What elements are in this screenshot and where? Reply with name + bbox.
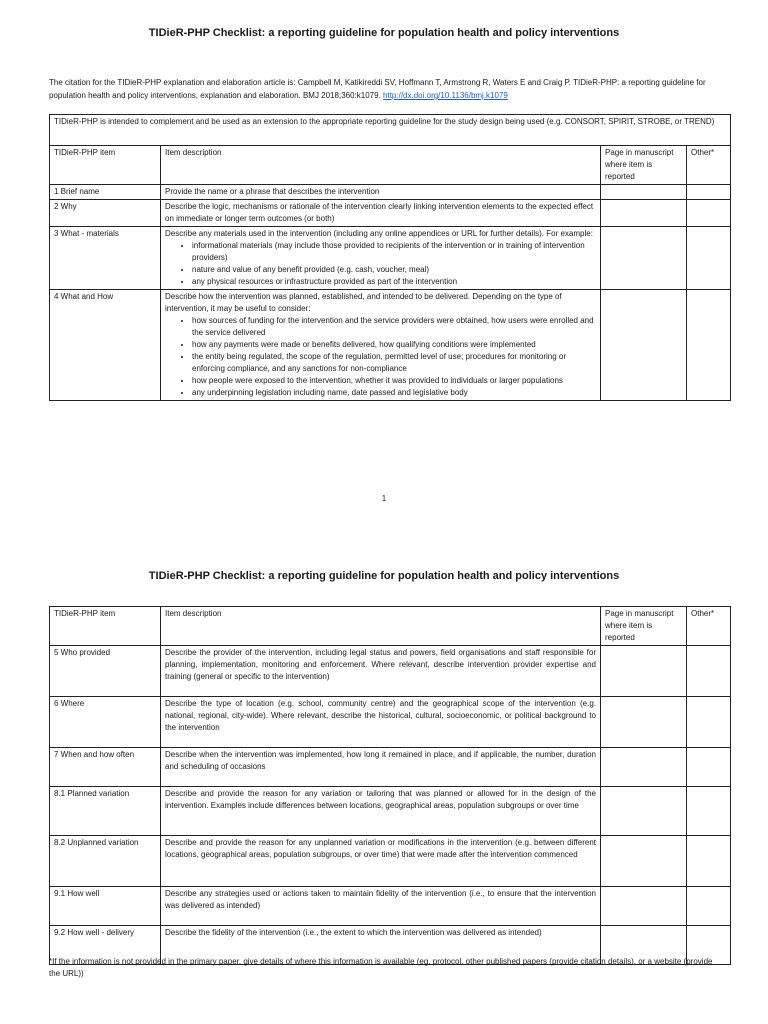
other-cell[interactable]: [687, 646, 731, 697]
description-text: Describe any materials used in the intervention (including any online appendices or URL for further details). For example:: [165, 229, 593, 238]
table-row: [50, 748, 731, 787]
page-reported-cell[interactable]: [601, 697, 687, 748]
header-page: Page in manuscript where item is reported: [601, 146, 687, 185]
other-cell[interactable]: [687, 185, 731, 200]
page-reported-cell[interactable]: [601, 290, 687, 401]
other-cell[interactable]: [687, 697, 731, 748]
doi-link[interactable]: http://dx.doi.org/10.1136/bmj.k1079: [383, 91, 508, 100]
description-text: Describe the type of location (e.g. school, community centre) and the geographical scope of the intervention (e.g. national, regional, city-wide). Where relevant, describe the historical, cultural, socioeconomic, or political background to the intervention: [165, 699, 596, 732]
other-cell[interactable]: [687, 787, 731, 836]
header-item: TIDieR-PHP item: [50, 607, 161, 646]
page-reported-cell[interactable]: [601, 185, 687, 200]
description-text: Describe when the intervention was implemented, how long it remained in place, and if applicable, the number, duration and scheduling of occasions: [165, 750, 596, 771]
bullet-list: [165, 240, 596, 288]
description-text: Describe the fidelity of the intervention (i.e., the extent to which the intervention was delivered as intended): [165, 928, 542, 937]
description-cell: [161, 697, 601, 748]
header-description: Item description: [161, 607, 601, 646]
item-cell: 1 Brief name: [50, 185, 161, 200]
other-cell[interactable]: [687, 748, 731, 787]
description-cell: [161, 290, 601, 401]
item-cell: 8.1 Planned variation: [50, 787, 161, 836]
table-row: [50, 185, 731, 200]
item-cell: 4 What and How: [50, 290, 161, 401]
bullet-item: • nature and value of any benefit provided (e.g. cash, voucher, meal): [192, 264, 596, 276]
description-cell: [161, 787, 601, 836]
table-row: [50, 787, 731, 836]
table-row: [50, 227, 731, 290]
page-reported-cell[interactable]: [601, 227, 687, 290]
item-cell: 6 Where: [50, 697, 161, 748]
bullet-item: • informational materials (may include those provided to recipients of the intervention or in training of intervention providers): [192, 240, 596, 264]
bullet-item: • how any payments were made or benefits delivered, how qualifying conditions were implemented: [192, 339, 596, 351]
header-description: Item description: [161, 146, 601, 185]
page-reported-cell[interactable]: [601, 748, 687, 787]
bullet-item: • any physical resources or infrastructure provided as part of the intervention: [192, 276, 596, 288]
bullet-item: • the entity being regulated, the scope of the regulation, permitted level of use; procedures for monitoring or enforcing compliance, and any sanctions for non-compliance: [192, 351, 596, 375]
table-row: [50, 290, 731, 401]
header-row: [50, 146, 731, 185]
description-cell: [161, 185, 601, 200]
item-cell: 8.2 Unplanned variation: [50, 836, 161, 887]
table-row: [50, 697, 731, 748]
description-text: Describe the logic, mechanisms or rationale of the intervention clearly linking intervention elements to the expected effect on immediate or longer term outcomes (or both): [165, 202, 594, 223]
table-row: [50, 200, 731, 227]
description-text: Describe any strategies used or actions taken to maintain fidelity of the intervention (i.e., to ensure that the intervention was delivered as intended): [165, 889, 596, 910]
page-reported-cell[interactable]: [601, 200, 687, 227]
bullet-item: • how sources of funding for the intervention and the service providers were obtained, how users were enrolled and the service delivered: [192, 315, 596, 339]
page-number: 1: [381, 494, 387, 503]
header-other: Other*: [687, 607, 731, 646]
header-row: [50, 607, 731, 646]
table-row: [50, 646, 731, 697]
description-cell: [161, 200, 601, 227]
item-cell: 9.2 How well - delivery: [50, 926, 161, 965]
page-title-2: TIDieR-PHP Checklist: a reporting guideline for population health and policy interventions: [148, 570, 620, 582]
page-reported-cell[interactable]: [601, 646, 687, 697]
page-reported-cell[interactable]: [601, 836, 687, 887]
intro-note: TIDieR-PHP is intended to complement and be used as an extension to the appropriate reporting guideline for the study design being used (e.g. CONSORT, SPIRIT, STROBE, or TREND): [50, 115, 731, 146]
table-row: [50, 887, 731, 926]
description-cell: [161, 227, 601, 290]
other-cell[interactable]: [687, 836, 731, 887]
checklist-table-page1: [49, 114, 731, 401]
description-cell: [161, 887, 601, 926]
item-cell: 7 When and how often: [50, 748, 161, 787]
description-cell: [161, 748, 601, 787]
footnote: *If the information is not provided in the primary paper, give details of where this information is available (eg, protocol, other published papers (provide citation details), or a website (provide the URL)): [49, 957, 713, 978]
other-cell[interactable]: [687, 290, 731, 401]
item-cell: 3 What - materials: [50, 227, 161, 290]
page-reported-cell[interactable]: [601, 887, 687, 926]
header-item: TIDieR-PHP item: [50, 146, 161, 185]
table-row: [50, 836, 731, 887]
citation-paragraph: [49, 76, 721, 102]
description-cell: [161, 836, 601, 887]
item-cell: 9.1 How well: [50, 887, 161, 926]
other-cell[interactable]: [687, 200, 731, 227]
header-page: Page in manuscript where item is reported: [601, 607, 687, 646]
other-cell[interactable]: [687, 227, 731, 290]
item-cell: 5 Who provided: [50, 646, 161, 697]
description-text: Describe how the intervention was planned, established, and intended to be delivered. Depending on the type of intervention, it may be useful to consider:: [165, 292, 562, 313]
intro-note-row: [50, 115, 731, 146]
header-other: Other*: [687, 146, 731, 185]
description-text: Describe and provide the reason for any unplanned variation or modifications in the intervention (e.g. between different locations, geographical areas, population subgroups, or over time) that were made after the intervention commenced: [165, 838, 596, 859]
description-text: Describe and provide the reason for any variation or tailoring that was planned or allowed for in the design of the intervention. Examples include differences between locations, geographical areas, population subgroups or over time: [165, 789, 596, 810]
bullet-list: [165, 315, 596, 399]
bullet-item: • how people were exposed to the intervention, whether it was provided to individuals or larger populations: [192, 375, 596, 387]
description-text: Provide the name or a phrase that describes the intervention: [165, 187, 380, 196]
page-reported-cell[interactable]: [601, 787, 687, 836]
bullet-item: • any underpinning legislation including name, date passed and legislative body: [192, 387, 596, 399]
item-cell: 2 Why: [50, 200, 161, 227]
page-title: TIDieR-PHP Checklist: a reporting guideline for population health and policy interventions: [148, 27, 620, 39]
other-cell[interactable]: [687, 887, 731, 926]
checklist-table-page2: [49, 606, 731, 965]
description-text: Describe the provider of the intervention, including legal status and powers, field organisations and staff responsible for planning, implementation, monitoring and enforcement. Where relevant, describe intervention provider expertise and training (general or specific to the intervention): [165, 648, 596, 681]
citation-text: The citation for the TIDieR-PHP explanation and elaboration article is: Campbell M, Katikireddi SV, Hoffmann T, Armstrong R, Waters E and Craig P. TIDieR-PHP: a reporting guideline for population health and policy interventions, explanation and elaboration. BMJ 2018;360:k1079.: [49, 78, 706, 100]
description-cell: [161, 646, 601, 697]
